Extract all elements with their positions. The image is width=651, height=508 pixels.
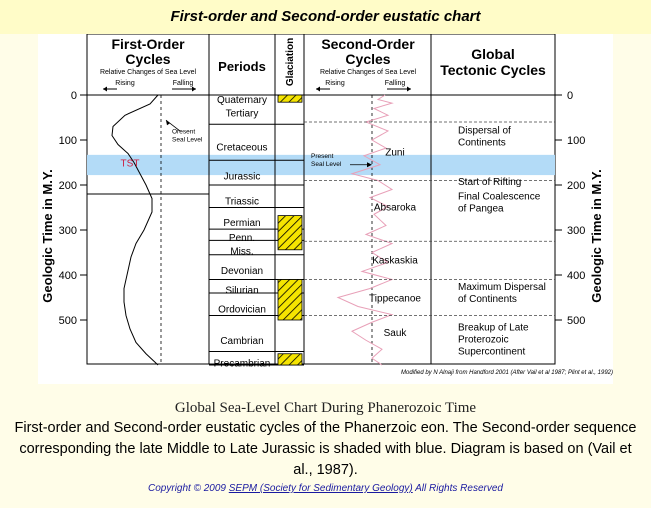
tectonic-cycle-label: Maximum Dispersal bbox=[458, 281, 546, 293]
right-tick-label: 300 bbox=[567, 225, 586, 237]
right-tick-label: 100 bbox=[567, 135, 586, 147]
tectonic-cycle-label: Continents bbox=[458, 137, 506, 149]
first-order-header-line2: Cycles bbox=[125, 51, 171, 67]
second-order-subheader: Relative Changes of Sea Level bbox=[319, 69, 417, 76]
present-sea-level-note-2b: Seal Level bbox=[311, 161, 342, 168]
periods-header: Periods bbox=[218, 59, 266, 74]
period-label: Jurassic bbox=[223, 171, 261, 183]
tectonic-header-line1: Global bbox=[471, 46, 515, 62]
left-tick-label: 400 bbox=[58, 270, 77, 282]
tectonic-cycle-label: Supercontinent bbox=[458, 346, 526, 358]
eustatic-chart bbox=[0, 34, 651, 384]
glaciation-interval bbox=[278, 95, 302, 102]
second-order-falling: Falling bbox=[384, 80, 406, 87]
first-order-falling: Falling bbox=[172, 80, 194, 87]
period-label: Silurian bbox=[225, 285, 259, 297]
caption-text: First-order and Second-order eustatic cycles of the Phanerzoic eon. The Second-order sequence corresponding the late Middle to Late Jurassic is shaded with blue. Diagram is based on (Vail et al., 1987). bbox=[14, 420, 637, 478]
sequence-label: Absaroka bbox=[373, 202, 417, 214]
tectonic-cycle-label: Proterozoic bbox=[458, 334, 509, 346]
period-label: Permian bbox=[223, 217, 261, 229]
period-label: Miss. bbox=[230, 246, 254, 258]
present-sea-level-note-1a: Oresent bbox=[172, 128, 196, 136]
left-tick-label: 0 bbox=[70, 90, 77, 102]
copyright-line bbox=[0, 483, 651, 494]
left-tick-label: 200 bbox=[58, 180, 77, 192]
right-tick-label: 400 bbox=[567, 270, 586, 282]
page-title: First-order and Second-order eustatic chart bbox=[170, 8, 481, 25]
period-label: Cretaceous bbox=[216, 142, 268, 154]
glaciation-header: Glaciation bbox=[285, 37, 296, 87]
right-axis-label: Geologic Time in M.Y. bbox=[589, 169, 604, 303]
tectonic-cycle-label: of Continents bbox=[458, 293, 517, 305]
first-order-header-line1: First-Order bbox=[111, 36, 185, 52]
second-order-rising: Rising bbox=[325, 80, 345, 87]
period-label: Ordovician bbox=[218, 304, 266, 316]
sequence-label: Tippecanoe bbox=[369, 293, 421, 305]
first-order-rising: Rising bbox=[115, 80, 135, 87]
glaciation-interval bbox=[278, 280, 302, 321]
tectonic-cycle-label: Breakup of Late bbox=[458, 322, 529, 334]
period-label: Tertiary bbox=[225, 108, 259, 120]
period-label: Cambrian bbox=[220, 335, 264, 347]
right-tick-label: 200 bbox=[567, 180, 586, 192]
second-order-header-line2: Cycles bbox=[345, 51, 391, 67]
modified-by-note: Modified by N Alnaji from Handford 2001 (After Vail et al 1987; Plint et al., 1992) bbox=[400, 370, 613, 376]
period-label: Devonian bbox=[220, 266, 264, 277]
glaciation-interval bbox=[278, 216, 302, 250]
copyright-prefix: Copyright © 2009 bbox=[148, 483, 229, 494]
left-axis-label: Geologic Time in M.Y. bbox=[40, 169, 55, 303]
period-label: Penn. bbox=[228, 233, 256, 245]
present-sea-level-note-1b: Seal Level bbox=[172, 136, 203, 144]
present-sea-level-note-2a: Present bbox=[311, 153, 334, 160]
sequence-label: Kaskaskia bbox=[372, 255, 418, 267]
tectonic-header-line2: Tectonic Cycles bbox=[440, 62, 546, 78]
tectonic-cycle-label: Final Coalescence bbox=[458, 191, 541, 203]
right-tick-label: 500 bbox=[567, 315, 586, 327]
tectonic-cycle-label: Dispersal of bbox=[458, 125, 511, 137]
left-tick-label: 500 bbox=[58, 315, 77, 327]
left-tick-label: 100 bbox=[58, 135, 77, 147]
period-label: Precambrian bbox=[213, 358, 271, 370]
sequence-label: Zuni bbox=[385, 147, 405, 159]
tectonic-cycle-label: Start of Rifting bbox=[458, 177, 522, 188]
second-order-header-line1: Second-Order bbox=[321, 36, 415, 52]
glaciation-interval bbox=[278, 354, 302, 365]
first-order-subheader: Relative Changes of Sea Level bbox=[99, 69, 197, 76]
left-tick-label: 300 bbox=[58, 225, 77, 237]
period-label: Quaternary bbox=[216, 95, 268, 106]
tst-label: TST bbox=[120, 158, 140, 170]
right-tick-label: 0 bbox=[567, 90, 574, 102]
copyright-suffix: All Rights Reserved bbox=[412, 483, 503, 494]
sequence-label: Sauk bbox=[383, 328, 407, 340]
caption-title: Global Sea-Level Chart During Phanerozoic Time bbox=[174, 400, 477, 416]
tectonic-cycle-label: of Pangea bbox=[458, 203, 504, 215]
period-label: Triassic bbox=[224, 196, 260, 208]
sepm-link[interactable]: SEPM (Society for Sedimentary Geology) bbox=[228, 483, 413, 494]
